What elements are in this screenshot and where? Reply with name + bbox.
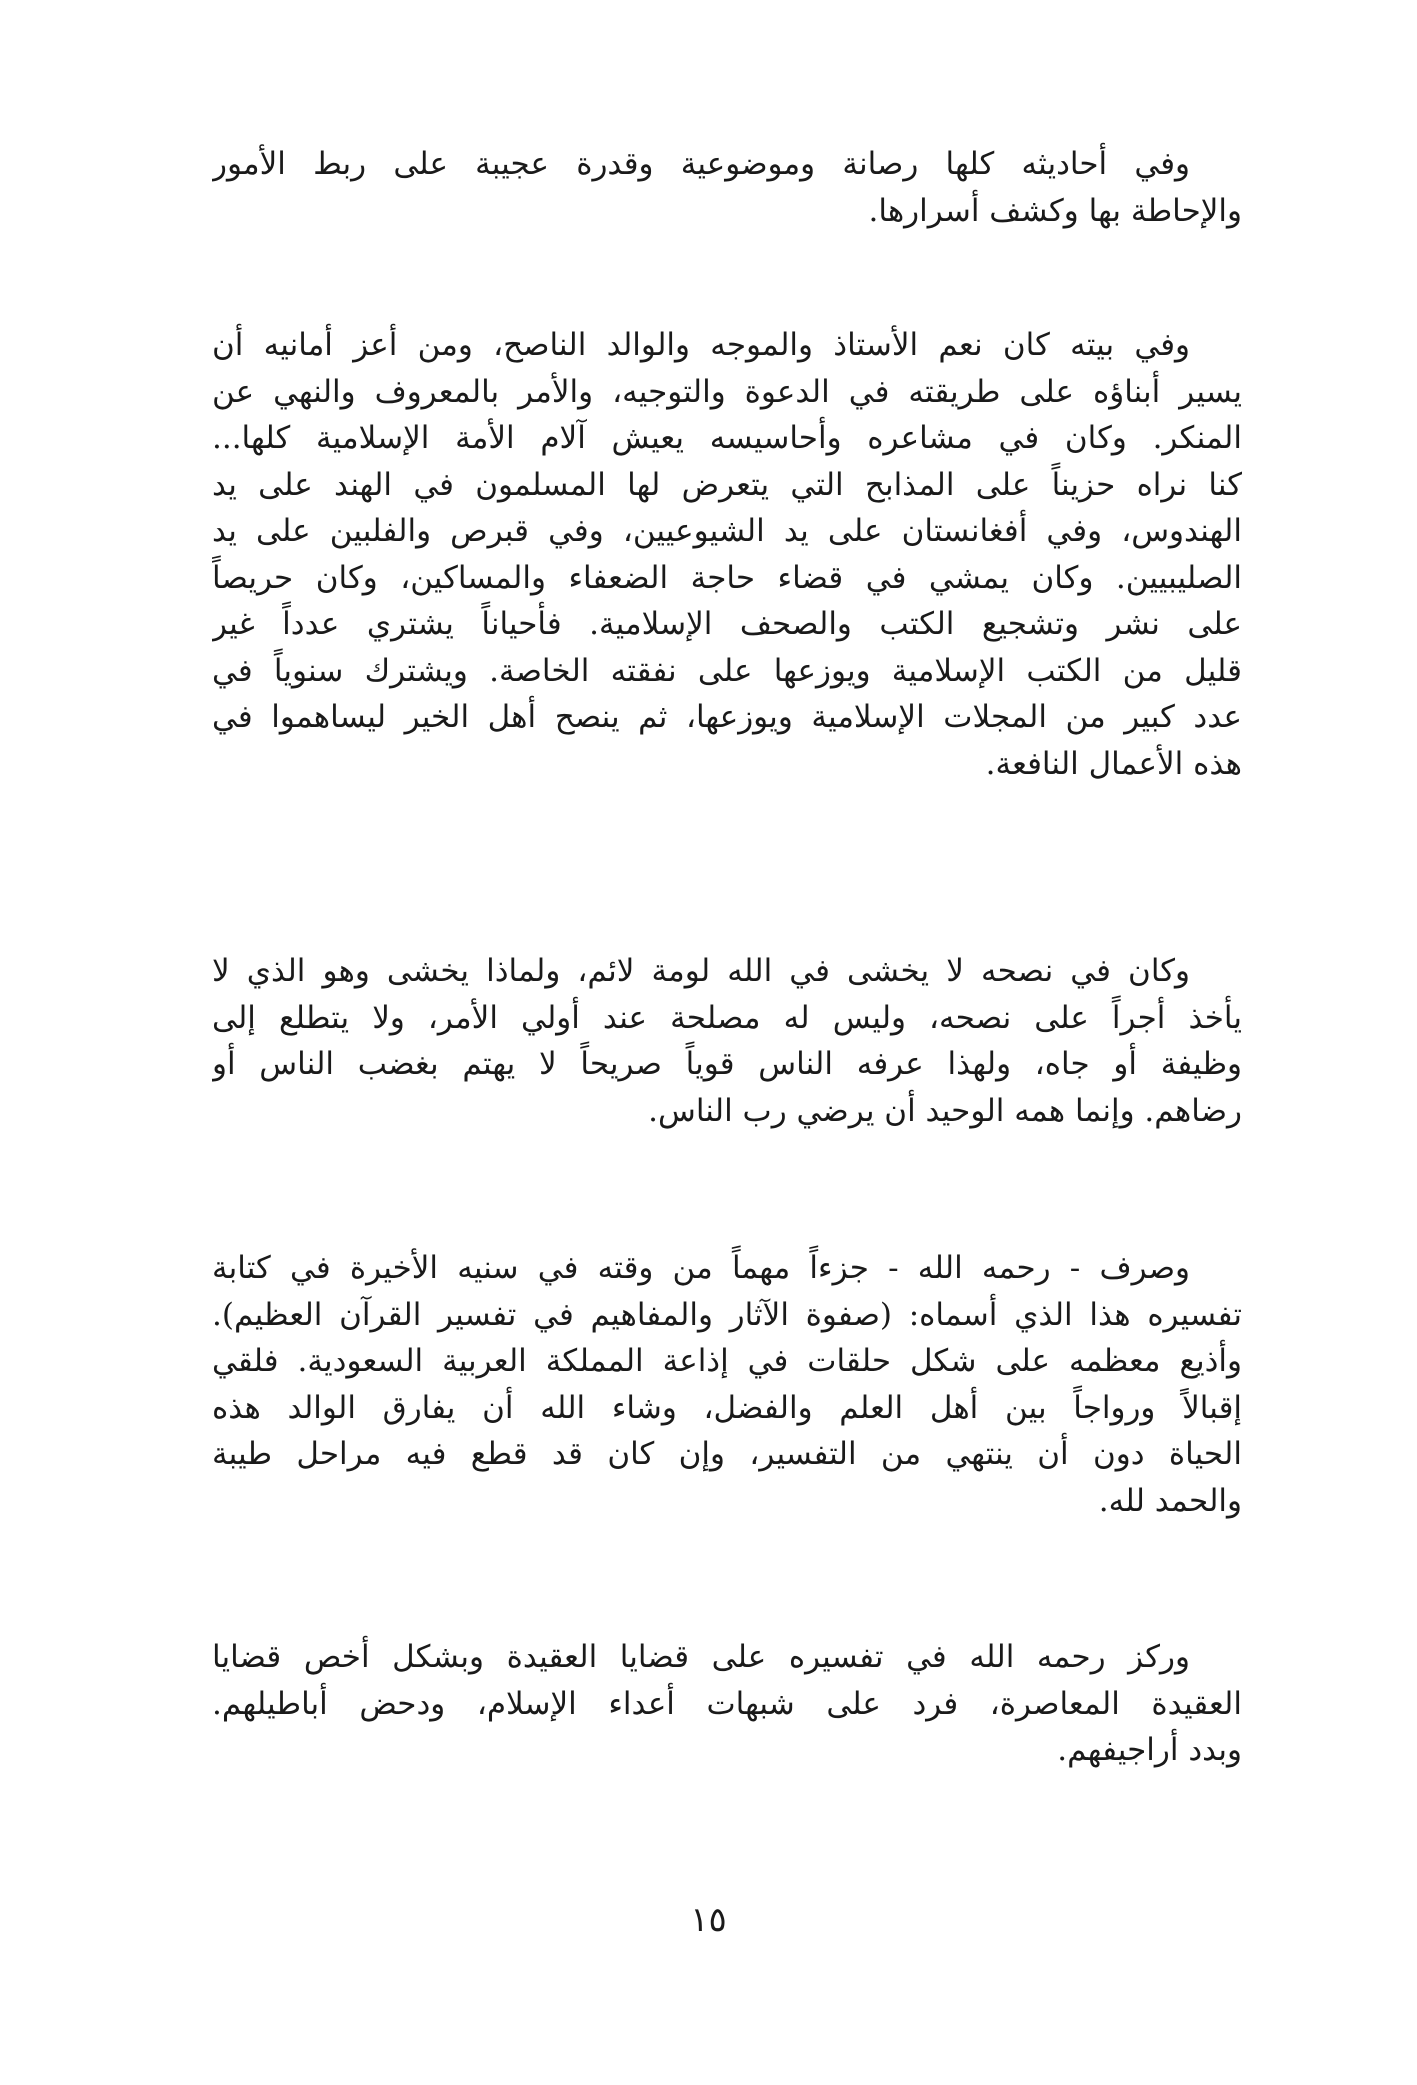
paragraph-2 [212,322,1242,787]
text-line: عدد كبير من المجلات الإسلامية ويوزعها، ثم ينصح أهل الخير ليساهموا في [212,699,1242,735]
text-line: قليل من الكتب الإسلامية ويوزعها على نفقته الخاصة. ويشترك سنوياً في [212,652,1242,689]
text-line: وكان في نصحه لا يخشى في الله لومة لائم، ولماذا يخشى وهو الذي لا [212,953,1190,989]
text-line: وأذيع معظمه على شكل حلقات في إذاعة المملكة العربية السعودية. فلقي [212,1343,1242,1379]
text-line: الصليبيين. وكان يمشي في قضاء حاجة الضعفاء والمساكين، وكان حريصاً [212,559,1242,596]
text-line: وفي بيته كان نعم الأستاذ والموجه والوالد الناصح، ومن أعز أمانيه أن [212,327,1190,363]
text-line: وبدد أراجيفهم. [1057,1732,1242,1768]
paragraph-4 [212,1245,1242,1524]
text-line: العقيدة المعاصرة، فرد على شبهات أعداء الإسلام، ودحض أباطيلهم. [212,1685,1242,1722]
text-line: والإحاطة بها وكشف أسرارها. [868,192,1242,229]
text-line: الحياة دون أن ينتهي من التفسير، وإن كان قد قطع فيه مراحل طيبة [212,1436,1242,1472]
text-line: وصرف - رحمه الله - جزءاً مهماً من وقته في سنيه الأخيرة في كتابة [212,1250,1190,1286]
text-line: وركز رحمه الله في تفسيره على قضايا العقيدة وبشكل أخص قضايا [212,1639,1190,1675]
paragraph-3 [212,948,1242,1134]
text-line: هذه الأعمال النافعة. [985,745,1242,782]
text-line: وفي أحاديثه كلها رصانة وموضوعية وقدرة عجيبة على ربط الأمور [212,146,1190,182]
text-line: إقبالاً ورواجاً بين أهل العلم والفضل، وشاء الله أن يفارق الوالد هذه [212,1389,1242,1426]
paragraph-1 [212,141,1242,234]
page-number: ١٥ [690,1900,727,1940]
text-line: المنكر. وكان في مشاعره وأحاسيسه يعيش آلام الأمة الإسلامية كلها... [212,420,1242,456]
text-line: على نشر وتشجيع الكتب والصحف الإسلامية. فأحياناً يشتري عدداً غير [212,606,1242,642]
text-line: يسير أبناؤه على طريقته في الدعوة والتوجيه، والأمر بالمعروف والنهي عن [212,373,1242,410]
text-line: رضاهم. وإنما همه الوحيد أن يرضي رب الناس. [648,1092,1242,1129]
text-line: كنا نراه حزيناً على المذابح التي يتعرض لها المسلمون في الهند على يد [212,466,1242,503]
text-line: الهندوس، وفي أفغانستان على يد الشيوعيين، وفي قبرص والفلبين على يد [212,513,1242,549]
paragraph-5 [212,1634,1242,1774]
text-line: وظيفة أو جاه، ولهذا عرفه الناس قوياً صريحاً لا يهتم بغضب الناس أو [212,1046,1242,1082]
text-line: تفسيره هذا الذي أسماه: (صفوة الآثار والمفاهيم في تفسير القرآن العظيم). [212,1296,1242,1333]
text-line: والحمد لله. [1098,1482,1242,1519]
text-line: يأخذ أجراً على نصحه، وليس له مصلحة عند أولي الأمر، ولا يتطلع إلى [212,999,1242,1036]
